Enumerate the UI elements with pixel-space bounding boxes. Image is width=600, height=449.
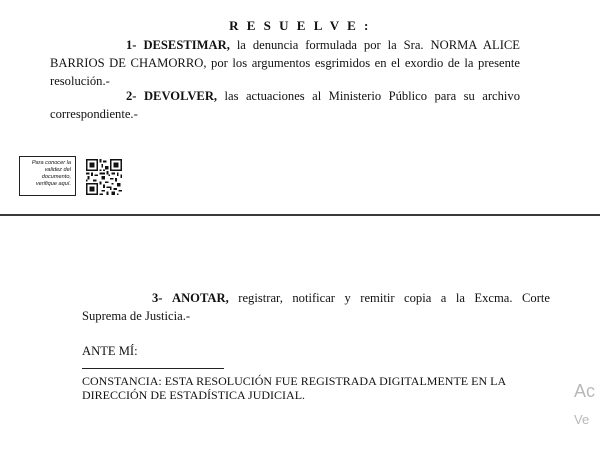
- item-3-text: registrar, notificar y remitir copia a la Excma. Corte: [238, 291, 550, 305]
- verify-text-line-1: Para conocer la: [31, 160, 71, 166]
- resolution-item-2: [50, 87, 520, 123]
- signature-line: [82, 368, 224, 369]
- item-1-line-2: BARRIOS DE CHAMORRO, por los argumentos esgrimidos en el exordio de la presente: [50, 56, 520, 70]
- constancia-line-2: DIRECCIÓN DE ESTADÍSTICA JUDICIAL.: [82, 388, 306, 402]
- activation-watermark-line-2: Ve: [574, 412, 590, 427]
- item-1-line-1: [50, 36, 520, 54]
- resolution-item-3: [82, 289, 550, 325]
- resolution-item-1: [50, 36, 520, 90]
- verify-text-line-3: documento,: [41, 174, 71, 180]
- item-3-keyword: ANOTAR,: [171, 291, 229, 305]
- item-2-line-2: correspondiente.-: [50, 107, 138, 121]
- activation-watermark-line-1: Ac: [574, 381, 596, 401]
- constancia-note: [82, 374, 522, 402]
- resuelve-heading: R E S U E L V E :: [229, 18, 371, 33]
- item-3-number: 3-: [152, 291, 163, 305]
- verify-validity-box: [19, 156, 76, 196]
- constancia-line-1: CONSTANCIA: ESTA RESOLUCIÓN FUE REGISTRADA DIGITALMENTE EN LA: [82, 374, 507, 388]
- verify-text-line-4: verifique aquí.: [35, 181, 71, 187]
- item-1-number: 1-: [126, 38, 137, 52]
- document-page-2: [0, 216, 600, 449]
- item-1-line-3: resolución.-: [50, 74, 110, 88]
- item-2-text: las actuaciones al Ministerio Público para su archivo: [224, 89, 521, 103]
- item-2-keyword: DEVOLVER,: [143, 89, 218, 103]
- ante-mi-label: ANTE MÍ:: [82, 344, 138, 358]
- item-1-text: la denuncia formulada por la Sra. NORMA ALICE: [236, 38, 520, 52]
- qr-code-icon[interactable]: [86, 159, 122, 195]
- verify-text-line-2: validez del: [44, 167, 71, 173]
- item-1-keyword: DESESTIMAR,: [143, 38, 230, 52]
- item-2-line-1: [50, 87, 520, 105]
- item-3-line-2: Suprema de Justicia.-: [82, 309, 191, 323]
- item-3-line-1: [82, 289, 550, 307]
- item-2-number: 2-: [126, 89, 137, 103]
